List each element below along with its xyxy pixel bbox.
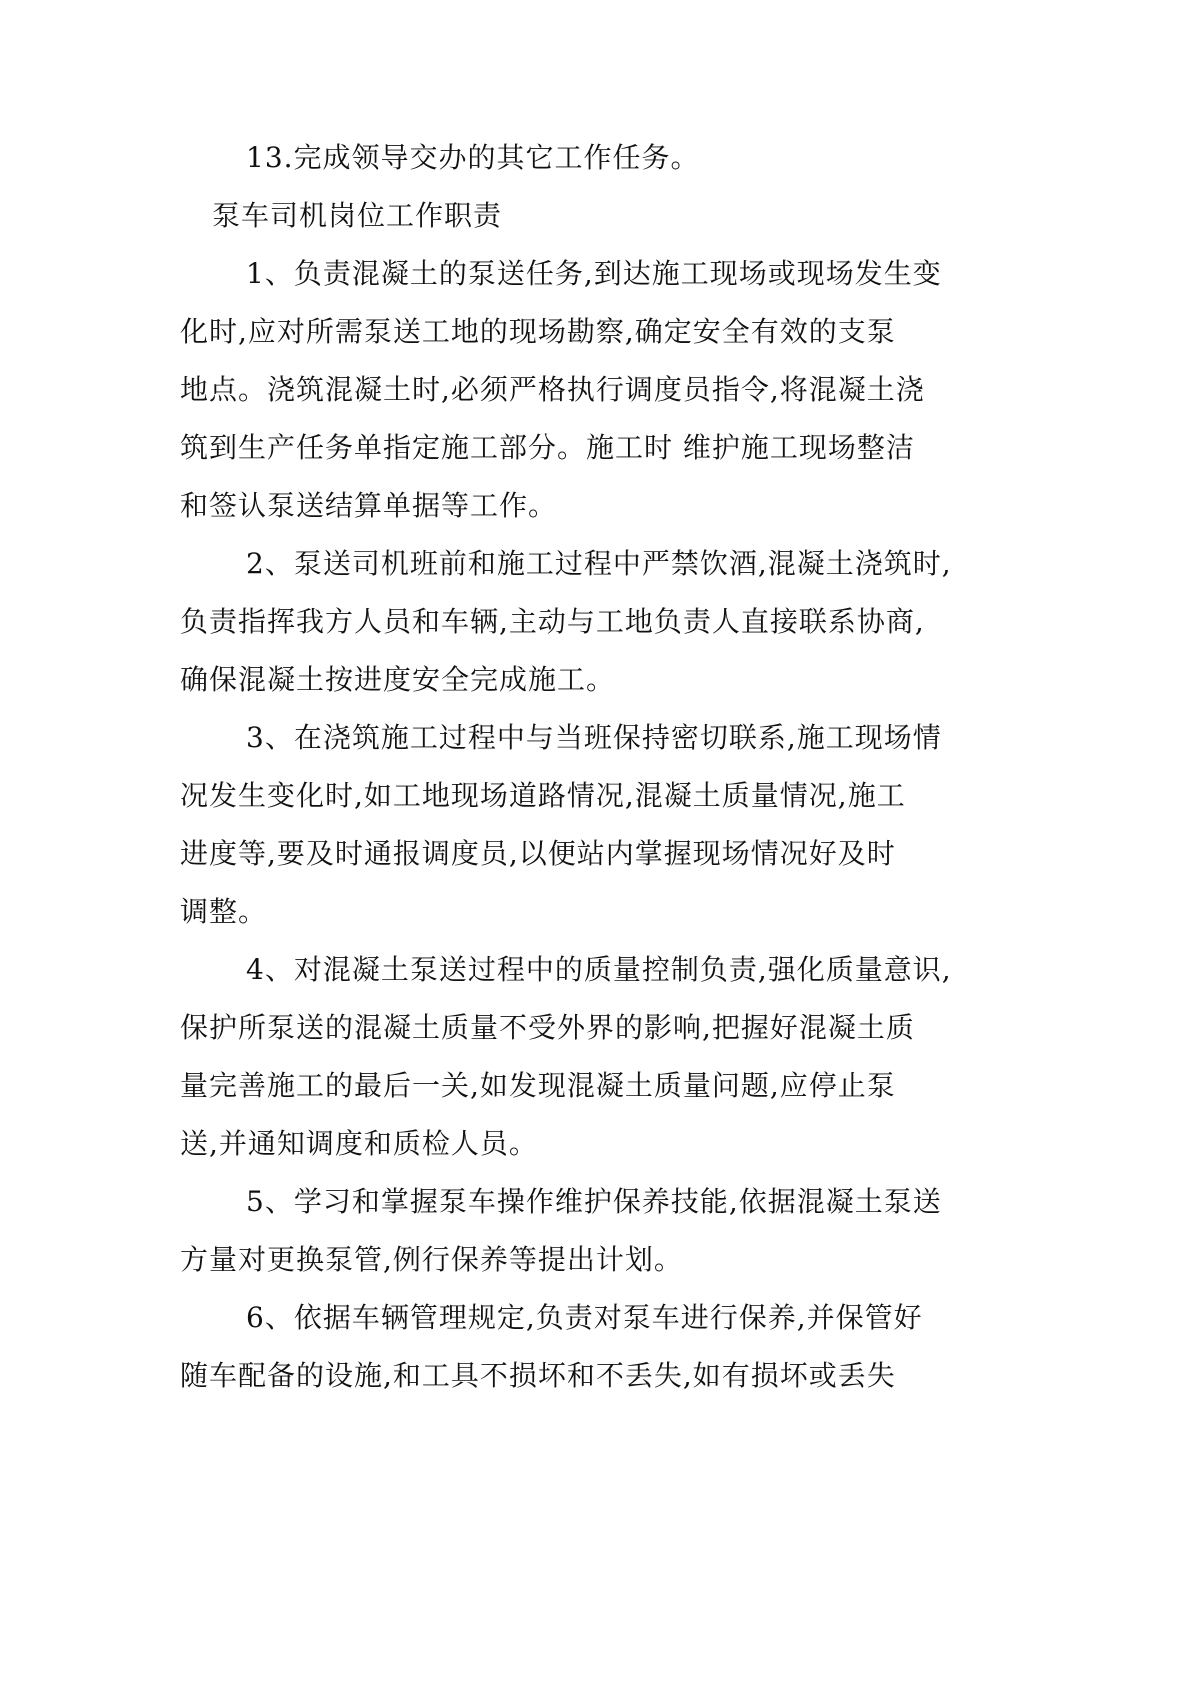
paragraph-3-line-2: 况发生变化时,如工地现场道路情况,混凝土质量情况,施工 — [180, 779, 906, 812]
paragraph-1-line-1: 1、负责混凝土的泵送任务,到达施工现场或现场发生变 — [246, 257, 942, 290]
paragraph-5-line-2: 方量对更换泵管,例行保养等提出计划。 — [180, 1243, 683, 1276]
section-heading: 泵车司机岗位工作职责 — [212, 199, 503, 232]
paragraph-6-line-1: 6、依据车辆管理规定,负责对泵车进行保养,并保管好 — [246, 1301, 923, 1334]
paragraph-4-line-1: 4、对混凝土泵送过程中的质量控制负责,强化质量意识, — [246, 953, 952, 986]
paragraph-1-line-5: 和签认泵送结算单据等工作。 — [180, 489, 558, 522]
paragraph-1-line-4: 筑到生产任务单指定施工部分。施工时 维护施工现场整洁 — [180, 431, 915, 464]
paragraph-2-line-2: 负责指挥我方人员和车辆,主动与工地负责人直接联系协商, — [180, 605, 925, 638]
paragraph-2-line-3: 确保混凝土按进度安全完成施工。 — [180, 663, 616, 696]
paragraph-2-line-1: 2、泵送司机班前和施工过程中严禁饮酒,混凝土浇筑时, — [246, 547, 952, 580]
paragraph-1-line-2: 化时,应对所需泵送工地的现场勘察,确定安全有效的支泵 — [180, 315, 896, 348]
paragraph-5-line-1: 5、学习和掌握泵车操作维护保养技能,依据混凝土泵送 — [246, 1185, 942, 1218]
paragraph-3-line-4: 调整。 — [180, 895, 268, 928]
paragraph-4-line-3: 量完善施工的最后一关,如发现混凝土质量问题,应停止泵 — [180, 1069, 896, 1102]
paragraph-6-line-2: 随车配备的设施,和工具不损坏和不丢失,如有损坏或丢失 — [180, 1359, 896, 1392]
paragraph-4-line-4: 送,并通知调度和质检人员。 — [180, 1127, 538, 1160]
item-13-text: 13.完成领导交办的其它工作任务。 — [246, 141, 700, 174]
paragraph-3-line-3: 进度等,要及时通报调度员,以便站内掌握现场情况好及时 — [180, 837, 896, 870]
paragraph-3-line-1: 3、在浇筑施工过程中与当班保持密切联系,施工现场情 — [246, 721, 942, 754]
paragraph-4-line-2: 保护所泵送的混凝土质量不受外界的影响,把握好混凝土质 — [180, 1011, 915, 1044]
paragraph-1-line-3: 地点。浇筑混凝土时,必须严格执行调度员指令,将混凝土浇 — [180, 373, 925, 406]
